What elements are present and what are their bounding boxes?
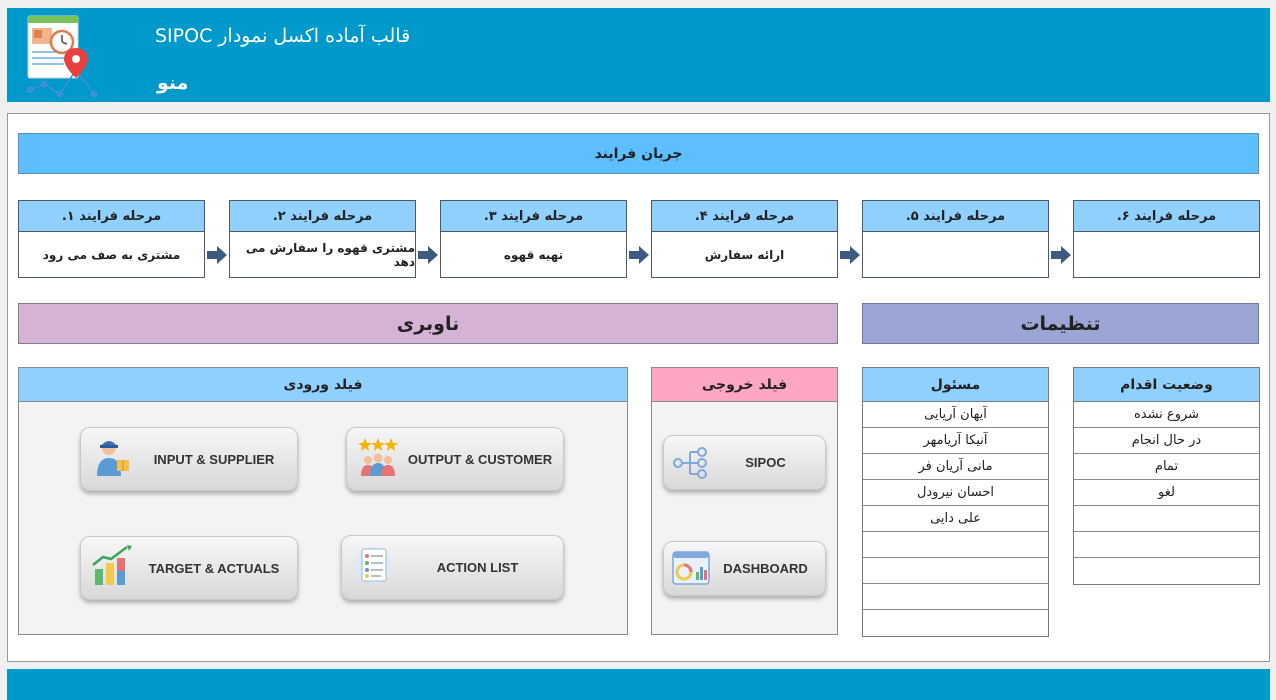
action-status-row[interactable] [1074, 558, 1259, 584]
target-actuals-button[interactable] [80, 536, 298, 600]
process-step-2-label: مرحله فرایند ۲. [230, 201, 415, 232]
process-step-3 [440, 200, 627, 278]
responsible-row[interactable] [863, 584, 1048, 610]
responsible-row[interactable]: آیهان آریایی [863, 402, 1048, 428]
arrow-right-icon [207, 246, 227, 264]
process-step-3-label: مرحله فرایند ۳. [441, 201, 626, 232]
action-status-row[interactable] [1074, 532, 1259, 558]
input-field-panel [18, 367, 628, 635]
process-step-4-label: مرحله فرایند ۴. [652, 201, 837, 232]
action-list-label: ACTION LIST [436, 560, 519, 575]
header-bar [7, 8, 1270, 102]
footer-bar [7, 669, 1270, 700]
process-flow-header: جریان فرایند [18, 133, 1259, 174]
responsible-row[interactable] [863, 532, 1048, 558]
sipoc-logo-icon [24, 14, 106, 100]
process-step-1-value[interactable]: مشتری به صف می رود [42, 247, 181, 262]
arrow-right-icon [1051, 246, 1071, 264]
responsible-row[interactable]: احسان نیرودل [863, 480, 1048, 506]
process-step-6 [1073, 200, 1260, 278]
checklist-icon [352, 544, 394, 584]
responsible-row[interactable] [863, 610, 1048, 636]
target-actuals-label: TARGET & ACTUALS [148, 560, 280, 576]
dashboard-chart-icon [672, 550, 710, 586]
arrow-right-icon [840, 246, 860, 264]
process-step-1 [18, 200, 205, 278]
process-step-6-value[interactable] [1074, 232, 1259, 277]
customer-group-icon [357, 436, 399, 476]
process-step-4-value[interactable]: ارائه سفارش [704, 247, 785, 262]
action-status-title: وضعیت اقدام [1074, 368, 1259, 402]
menu-title: منو [157, 72, 189, 94]
arrow-right-icon [418, 246, 438, 264]
app-title: قالب آماده اکسل نمودار SIPOC [155, 25, 411, 47]
dashboard-button[interactable] [663, 541, 826, 596]
responsible-row[interactable] [863, 558, 1048, 584]
process-step-3-value[interactable]: تهیه قهوه [503, 247, 564, 262]
sipoc-button[interactable] [663, 435, 826, 490]
output-customer-label: OUTPUT & CUSTOMER [407, 451, 553, 467]
supplier-person-icon [91, 436, 133, 476]
action-status-row[interactable]: در حال انجام [1074, 428, 1259, 454]
input-supplier-label: INPUT & SUPPLIER [153, 451, 275, 467]
growth-chart-icon [91, 545, 133, 585]
output-field-panel [651, 367, 838, 635]
process-step-4 [651, 200, 838, 278]
action-status-list [1073, 367, 1260, 585]
responsible-title: مسئول [863, 368, 1048, 402]
navigation-header: ناوبری [18, 303, 838, 344]
responsible-row[interactable]: آنیکا آریامهر [863, 428, 1048, 454]
sipoc-label: SIPOC [745, 455, 786, 470]
main-panel [7, 113, 1270, 662]
process-step-5-value[interactable] [863, 232, 1048, 277]
settings-header: تنظیمات [862, 303, 1259, 344]
input-supplier-button[interactable] [80, 427, 298, 491]
dashboard-label: DASHBOARD [723, 561, 808, 576]
arrow-right-icon [629, 246, 649, 264]
action-status-row[interactable]: لغو [1074, 480, 1259, 506]
process-tree-icon [672, 446, 710, 480]
action-status-row[interactable] [1074, 506, 1259, 532]
input-field-title: فیلد ورودی [19, 368, 627, 402]
process-step-5-label: مرحله فرایند ۵. [863, 201, 1048, 232]
output-customer-button[interactable] [346, 427, 564, 491]
process-step-2-value[interactable]: مشتری قهوه را سفارش می دهد [245, 240, 415, 269]
output-field-title: فیلد خروجی [652, 368, 837, 402]
process-step-6-label: مرحله فرایند ۶. [1074, 201, 1259, 232]
process-step-1-label: مرحله فرایند ۱. [19, 201, 204, 232]
action-list-button[interactable] [341, 535, 564, 600]
action-status-row[interactable]: شروع نشده [1074, 402, 1259, 428]
process-step-5 [862, 200, 1049, 278]
process-step-2 [229, 200, 416, 278]
responsible-row[interactable]: علی دایی [863, 506, 1048, 532]
responsible-row[interactable]: مانی آریان فر [863, 454, 1048, 480]
responsible-list [862, 367, 1049, 637]
action-status-row[interactable]: تمام [1074, 454, 1259, 480]
